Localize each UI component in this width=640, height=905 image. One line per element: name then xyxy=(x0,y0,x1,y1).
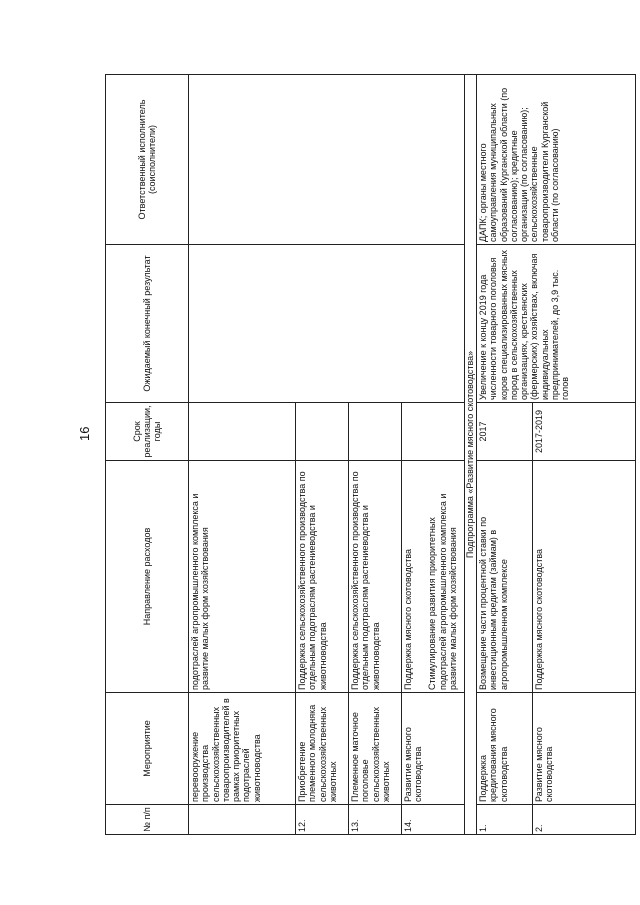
row-direction: подотраслей агропромышленного комплекса и развитие малых форм хозяйствования xyxy=(189,461,296,693)
header-term: Срок реализации, годы xyxy=(106,403,189,461)
header-responsible: Ответственный исполнитель (соисполнители) xyxy=(106,75,189,245)
row-direction-2: Стимулирование развития приоритетных подотраслей агропромышленного комплекса и развитие малых форм хозяйствования xyxy=(427,493,458,690)
row-event: Племенное маточное поголовье сельскохозяйственных животных xyxy=(349,693,402,805)
header-num: № п/п xyxy=(106,805,189,835)
row-direction: Поддержка сельскохозяйственного производства по отдельным подотраслям растениеводства и животноводства xyxy=(296,461,349,693)
row-num: 13. xyxy=(349,805,402,835)
header-direction: Направление расходов xyxy=(106,461,189,693)
row-result xyxy=(189,245,465,403)
header-event: Мероприятие xyxy=(106,693,189,805)
row-event: перевооружение производства сельскохозяйственных товаропроизводителей в рамках приоритетных подотраслей животноводства xyxy=(189,693,296,805)
row-term xyxy=(189,403,296,461)
measures-table xyxy=(105,74,636,835)
row-direction-group xyxy=(402,461,465,693)
subprogram-title: Подпрограмма «Развитие мясного скотоводства» xyxy=(465,75,477,835)
table-row xyxy=(477,75,533,835)
header-result: Ожидаемый конечный результат xyxy=(106,245,189,403)
row-direction: Поддержка мясного скотоводства xyxy=(403,549,413,690)
row-num: 2. xyxy=(533,805,636,835)
table-row xyxy=(189,75,296,835)
row-responsible xyxy=(189,75,465,245)
row-num: 14. xyxy=(402,805,465,835)
row-term xyxy=(349,403,402,461)
row-term xyxy=(296,403,349,461)
table-header-row xyxy=(106,75,189,835)
row-responsible: ДАПК; органы местного самоуправления муниципальных образований Курганской области (по согласованию); кредитные организации (по согласованию); сельскохозяйственные товаропроизводители Курганской области (по согласованию) xyxy=(477,75,636,245)
row-direction: Поддержка сельскохозяйственного производства по отдельным подотраслям растениеводства и животноводства xyxy=(349,461,402,693)
row-event: Развитие мясного скотоводства xyxy=(402,693,465,805)
rotated-table-container xyxy=(105,75,640,835)
row-term: 2017-2019 xyxy=(533,403,636,461)
row-num: 12. xyxy=(296,805,349,835)
row-event: Развитие мясного скотоводства xyxy=(533,693,636,805)
row-num xyxy=(189,805,296,835)
row-num: 1. xyxy=(477,805,533,835)
row-term: 2017 xyxy=(477,403,533,461)
page-number: 16 xyxy=(77,426,92,441)
subprogram-row xyxy=(465,75,477,835)
row-direction: Поддержка мясного скотоводства xyxy=(533,461,636,693)
row-direction: Возмещение части процентной ставки по инвестиционным кредитам (займам) в агропромышленном комплексе xyxy=(477,461,533,693)
row-term xyxy=(402,403,465,461)
row-event: Приобретение племенного молодняка сельскохозяйственных животных xyxy=(296,693,349,805)
row-result: Увеличение к концу 2019 года численности товарного поголовья коров специализированных мясных пород в сельскохозяйственных организациях, крестьянских (фермерских) хозяйствах, включая индивидуальных предпринимателей, до 3,9 тыс. голов xyxy=(477,245,636,403)
row-event: Поддержка кредитования мясного скотоводства xyxy=(477,693,533,805)
